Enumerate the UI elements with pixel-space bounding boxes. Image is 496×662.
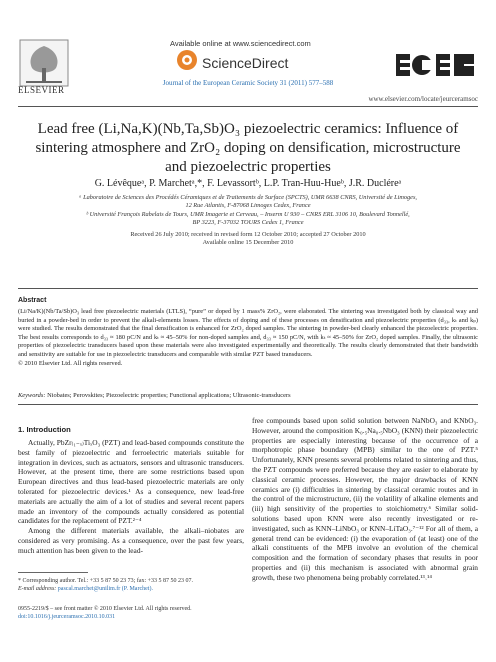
keywords-label: Keywords: xyxy=(18,392,46,399)
available-online-text: Available online at www.sciencedirect.com xyxy=(170,39,311,48)
received-dates: Received 26 July 2010; received in revised form 12 October 2010; accepted 27 October 2010 xyxy=(130,231,366,238)
abstract-top-rule xyxy=(18,288,478,289)
header-rule xyxy=(18,106,478,107)
journal-citation[interactable]: Journal of the European Ceramic Society 31 (2011) 577–588 xyxy=(162,79,334,87)
abstract-body xyxy=(18,308,478,368)
abstract-text: (Li/Na/K)(Nb/Ta/Sb)O₃ lead free piezoelectric materials (LTLS), “pure” or doped by 1 mass% ZrO₂, were elaborated. The sintering was investigated both by classical way and buried in a powder-bed in order to prevent the alkali-elements losses. The effects of doping and of these processes on densification and piezoelectric properties (d₃₃, kₜ and kₚ) were studied. The results demonstrated that the final densification is enhanced for ZrO₂ doped samples. The sintering in powder-bed clearly enhanced the piezoelectric properties. The best results corresponds to d₃₃ ≈ 180 pC/N and kₜ ≈ 45–50% for non-doped samples and, d₃₃ ≈ 150 pC/N, with kₜ ≈ 45–50% for ZrO₂ doped samples. Finally, the ultrasonic properties of piezoelectric transducers based upon these materials were also investigated experimentally and theoretically. The results clearly demonstrated that their bandwidth and sensitivity are suitable for use in piezoelectric transducers and comparable with similar PZT based transducers. xyxy=(18,308,478,358)
intro-paragraph-1: Actually, PbZr₍₁₋ₓ₎TiₓO₃ (PZT) and lead-based compounds constitute the best family of piezoelectric and ferroelectric materials suitable for integration in devices, such as actuators, sensors and ultrasonic transducers. However, at the present time, there are some restrictions based upon European directives and thus lead-based piezoelectric materials are only tolerated for piezoelectric devices.¹ As a consequence, new lead-free materials are actually the aim of a lot of studies and several recent papers made an inventory of the compounds actually considered as potential candidates for the replacement of PZT.²⁻⁴ xyxy=(18,438,244,526)
keywords-line xyxy=(18,392,291,399)
section-heading-introduction: 1. Introduction xyxy=(18,425,71,434)
available-online-date: Available online 15 December 2010 xyxy=(202,239,294,246)
email-note xyxy=(18,586,244,594)
intro-paragraph-continued: free compounds based upon solid solution between NaNbO₃ and KNbO₃. However, around the composition K₀.₅Na₀.₅NbO₃ (KNN) their piezoelectric properties are especially interesting because of the occurrence of a morphotropic phase boundary (MPB) similar to the one of PZT.⁵ Unfortunately, KNN presents several problems related to sintering and thus, the PZT compounds were preferred because they are easier to elaborate by classical ceramic processes. However, the major drawbacks of KNN ceramics are (i) difficulties in sintering by classical ceramic routes and in the control of the microstructure, (ii) the volatility of alkaline elements and (iii) high sensitivity of the properties to stoichiometry.⁶ Similar solid-solutions based upon KNN were also recently investigated or re-investigated, such as KNN–LiNbO₃ or KNN–LiTaO₃.⁷⁻¹² For all of them, a general trend can be evidenced: (i) the evaporation of (at least) one of the alkali constituents of the MPB involve an evolution of the chemical composition and the formation of secondary phases that results in poor properties and (ii) this mechanism is associated with abnormal grain growth, these two phenomena being probably correlated.¹³˒¹⁴ xyxy=(252,416,478,582)
sciencedirect-icon xyxy=(176,49,198,71)
corresponding-author-note: * Corresponding author. Tel.: +33 5 87 50 23 73; fax: +33 5 87 50 23 07. xyxy=(18,578,194,584)
intro-paragraph-2: Among the different materials available, the alkali–niobates are considered as very promising. As a consequence, over the past few years, much attention has been given to the lead- xyxy=(18,526,244,555)
abstract-heading: Abstract xyxy=(18,297,47,304)
keywords-list: Niobates; Perovskites; Piezoelectric properties; Functional applications; Ultrasonic-transducers xyxy=(47,392,291,399)
author-list: G. Lévêqueᵃ, P. Marchetᵃ,*, F. Levassortᵇ, L.P. Tran-Huu-Hueᵇ, J.R. Ducléreᵃ xyxy=(94,178,402,189)
issn-line: 0955-2219/$ – see front matter © 2010 Elsevier Ltd. All rights reserved. xyxy=(18,606,192,612)
affiliation-b-line1: ᵇ Université François Rabelais de Tours, UMR Imagerie et Cerveau, – Inserm U 930 – CNRS ERL 3106 10, Boulevard Tonnellé, xyxy=(86,211,410,218)
body-column-left xyxy=(18,438,244,556)
email-link[interactable]: pascal.marchet@unilim.fr (P. Marchet). xyxy=(57,586,153,592)
body-column-right xyxy=(252,416,478,583)
affiliation-b-line2: BP 3223, F-37032 TOURS Cedex 1, France xyxy=(192,219,304,226)
ecers-logo-icon xyxy=(396,52,474,78)
footnote-rule xyxy=(18,572,88,573)
sciencedirect-wordmark: ScienceDirect xyxy=(202,55,289,71)
doi-link[interactable]: doi:10.1016/j.jeurceramsoc.2010.10.031 xyxy=(18,614,116,620)
copyright-notice: © 2010 Elsevier Ltd. All rights reserved. xyxy=(18,359,123,367)
journal-url[interactable]: www.elsevier.com/locate/jeurceramsoc xyxy=(368,95,478,103)
affiliation-a-line1: ᵃ Laboratoire de Sciences des Procédés Céramiques et de Traitements de Surface (SPCTS), UMR 6638 CNRS, Université de Limoges, xyxy=(79,194,417,201)
email-label: E-mail address: xyxy=(18,586,57,592)
elsevier-wordmark: ELSEVIER xyxy=(18,85,65,95)
paper-title: Lead free (Li,Na,K)(Nb,Ta,Sb)O₃ piezoelectric ceramics: Influence of sintering atmosphere and ZrO₂ doping on densification, microstructure and piezoelectric properties xyxy=(35,121,461,175)
affiliation-a-line2: 12 Rue Atlantis, F-87068 Limoges Cedex, France xyxy=(185,202,311,209)
abstract-bottom-rule xyxy=(18,404,478,405)
